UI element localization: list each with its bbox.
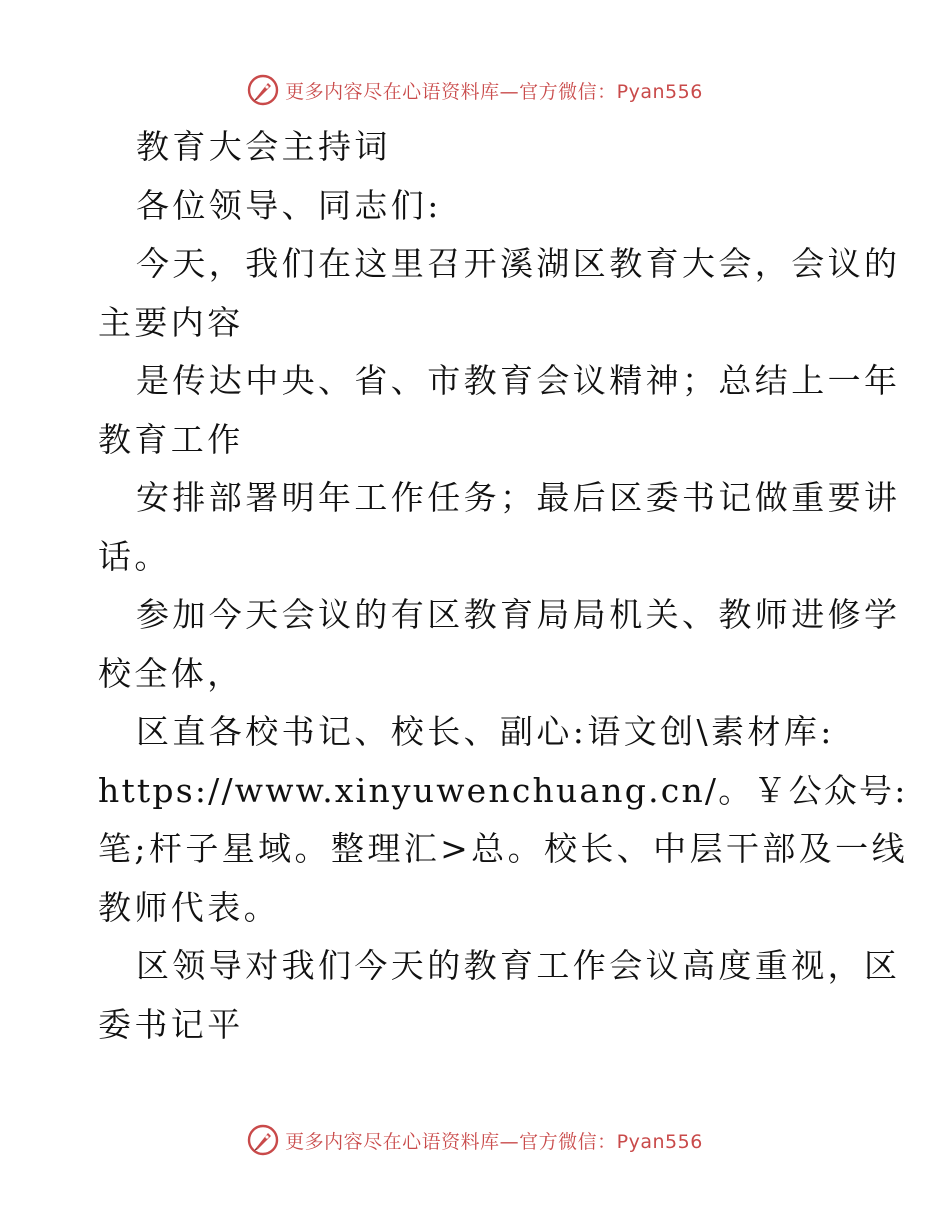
paragraph-line: 参加今天会议的有区教育局局机关、教师进修学 — [136, 595, 901, 634]
pen-nib-logo-icon — [247, 1124, 279, 1156]
pen-nib-logo-icon — [247, 74, 279, 106]
salutation: 各位领导、同志们: — [136, 185, 442, 225]
paragraph-line: 校全体， — [98, 653, 244, 693]
footer-banner-inner — [247, 1124, 703, 1156]
paragraph-line: 教育工作 — [98, 419, 244, 459]
document-body — [98, 118, 908, 1054]
footer-banner — [0, 1120, 950, 1160]
document-title: 教育大会主持词 — [136, 127, 391, 166]
footer-banner-text: 更多内容尽在心语资料库—官方微信：Pyan556 — [285, 1130, 703, 1153]
paragraph-line: 笔;杆子星域。整理汇>总。校长、中层干部及一线 — [98, 829, 908, 868]
paragraph-line: 教师代表。 — [98, 887, 280, 927]
paragraph-line: 区领导对我们今天的教育工作会议高度重视，区 — [136, 946, 901, 985]
header-banner — [0, 70, 950, 110]
paragraph-line: 区直各校书记、校长、副心:语文创\素材库: — [136, 712, 835, 751]
header-banner-inner — [247, 74, 703, 106]
paragraph-line: 安排部署明年工作任务；最后区委书记做重要讲 — [136, 478, 901, 517]
paragraph-line: 是传达中央、省、市教育会议精神；总结上一年 — [136, 361, 901, 400]
paragraph-line: 委书记平 — [98, 1004, 244, 1044]
header-banner-text: 更多内容尽在心语资料库—官方微信：Pyan556 — [285, 80, 703, 103]
paragraph-line: 话。 — [98, 536, 171, 576]
paragraph-line: 今天，我们在这里召开溪湖区教育大会，会议的 — [136, 244, 901, 283]
paragraph-line: 主要内容 — [98, 302, 244, 342]
paragraph-line-url: https://www.xinyuwenchuang.cn/。￥公众号: — [98, 770, 908, 810]
